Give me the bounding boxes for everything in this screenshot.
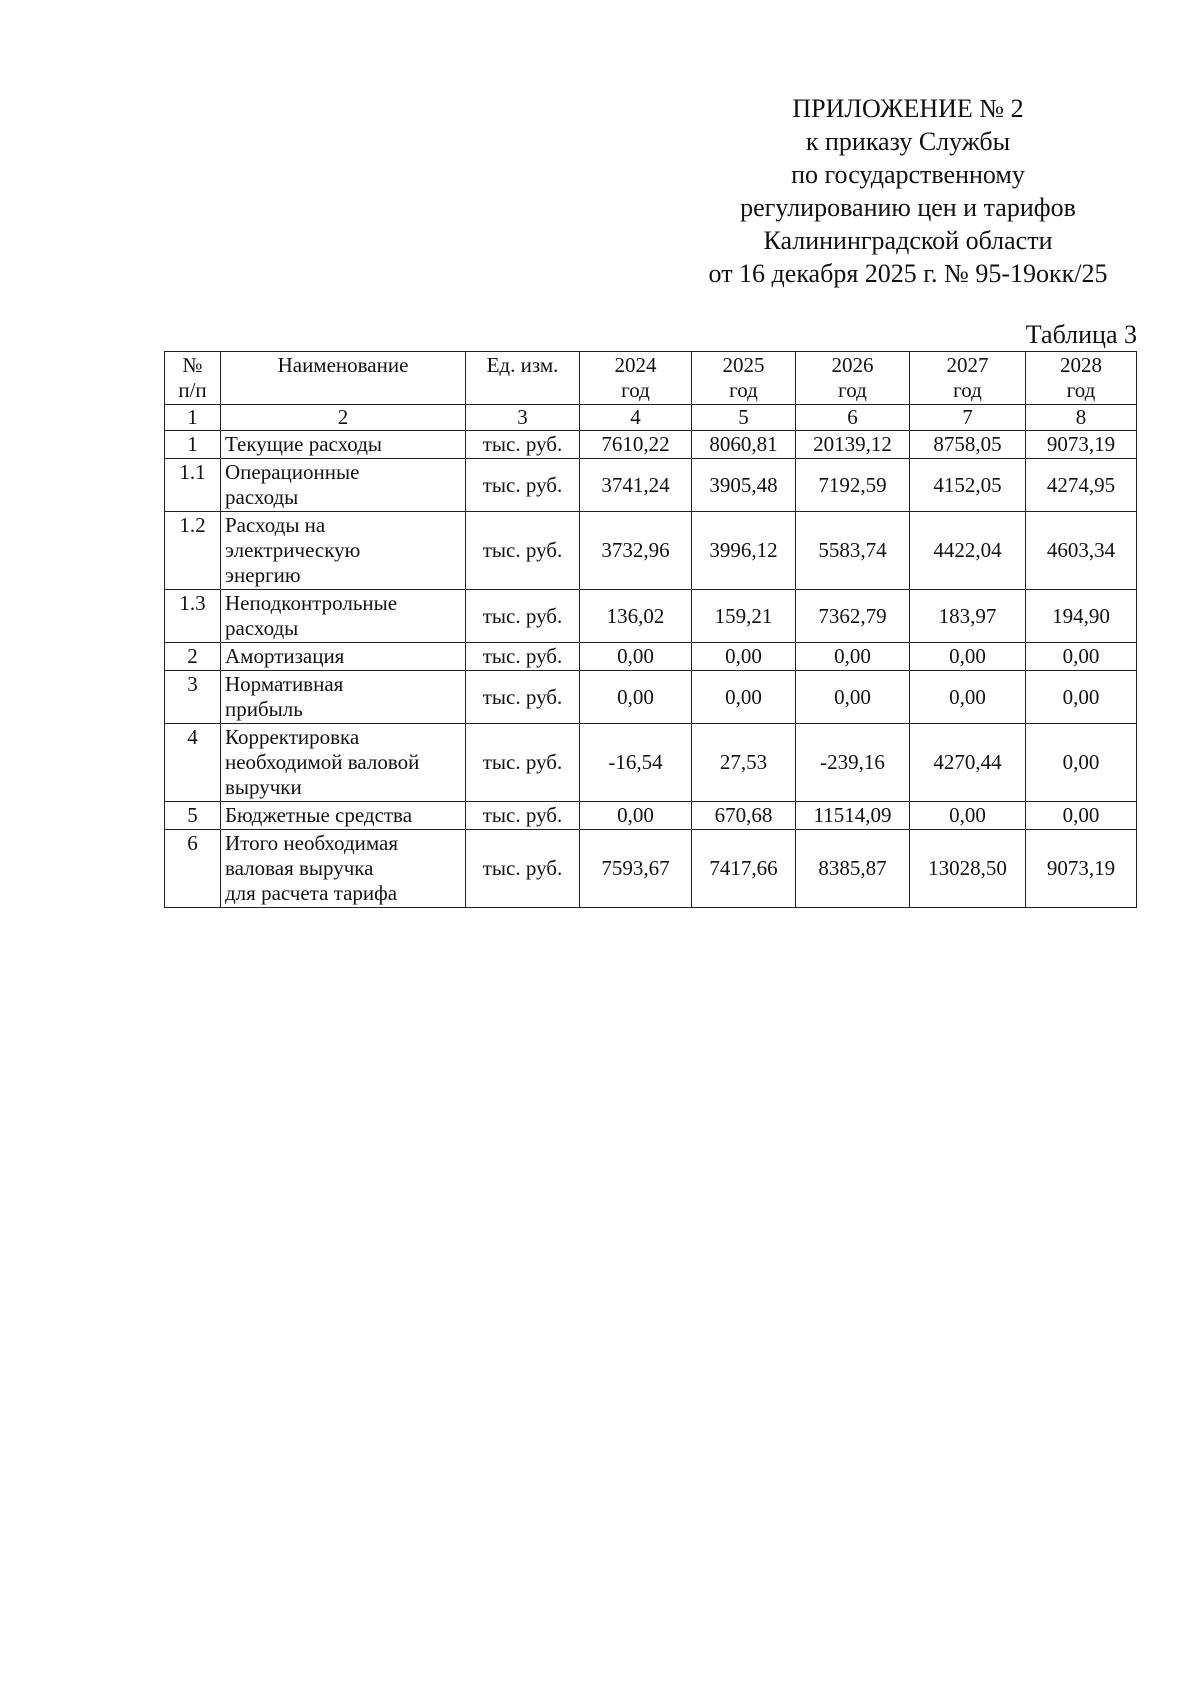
row-name-line: Нормативная: [225, 672, 344, 696]
row-value-2026: 0,00: [796, 643, 910, 671]
row-value-2026: 8385,87: [796, 830, 910, 908]
table-row: [165, 724, 1137, 802]
row-number: 1: [165, 431, 221, 459]
row-value-2024: 0,00: [580, 643, 692, 671]
row-name-line: прибыль: [225, 697, 303, 721]
row-number: 4: [165, 724, 221, 802]
header-year-2026: [796, 352, 910, 405]
column-number-cell: 5: [692, 405, 796, 431]
row-value-2026: 20139,12: [796, 431, 910, 459]
row-value-2027: 13028,50: [910, 830, 1026, 908]
row-name-line: Текущие расходы: [225, 432, 382, 456]
header-year-word: год: [729, 378, 758, 402]
row-name-line: Расходы на: [225, 513, 326, 537]
column-number-cell: 8: [1026, 405, 1137, 431]
header-num-line: п/п: [178, 378, 207, 402]
column-number-cell: 4: [580, 405, 692, 431]
header-line-state: по государственному: [791, 160, 1025, 189]
tariff-table: [164, 351, 1137, 908]
row-unit: тыс. руб.: [466, 459, 580, 512]
row-value-2026: 7192,59: [796, 459, 910, 512]
header-year-value: 2024: [614, 353, 657, 377]
row-value-2028: 194,90: [1026, 590, 1137, 643]
table-row: [165, 830, 1137, 908]
row-value-2028: 9073,19: [1026, 830, 1137, 908]
row-value-2025: 3996,12: [692, 512, 796, 590]
header-line-region: Калининградской области: [763, 226, 1053, 255]
row-value-2025: 8060,81: [692, 431, 796, 459]
row-number: 2: [165, 643, 221, 671]
row-name: [221, 830, 466, 908]
header-year-word: год: [621, 378, 650, 402]
column-number-cell: 3: [466, 405, 580, 431]
row-value-2028: 0,00: [1026, 643, 1137, 671]
row-value-2027: 4422,04: [910, 512, 1026, 590]
row-number: 5: [165, 802, 221, 830]
row-value-2024: 3732,96: [580, 512, 692, 590]
row-number: 3: [165, 671, 221, 724]
row-value-2025: 0,00: [692, 671, 796, 724]
row-name-line: энергию: [225, 563, 301, 587]
header-year-word: год: [953, 378, 982, 402]
row-value-2024: 7610,22: [580, 431, 692, 459]
row-value-2028: 4274,95: [1026, 459, 1137, 512]
row-value-2027: 4152,05: [910, 459, 1026, 512]
row-value-2027: 0,00: [910, 802, 1026, 830]
row-value-2027: 8758,05: [910, 431, 1026, 459]
table-row: [165, 802, 1137, 830]
header-year-value: 2028: [1060, 353, 1102, 377]
row-unit: тыс. руб.: [466, 590, 580, 643]
column-number-cell: 7: [910, 405, 1026, 431]
row-unit: тыс. руб.: [466, 830, 580, 908]
table-row: [165, 459, 1137, 512]
column-number-row: [165, 405, 1137, 431]
row-value-2028: 4603,34: [1026, 512, 1137, 590]
row-unit: тыс. руб.: [466, 431, 580, 459]
row-value-2025: 3905,48: [692, 459, 796, 512]
header-line-date-number: от 16 декабря 2025 г. № 95-19окк/25: [708, 259, 1108, 288]
row-value-2024: 0,00: [580, 802, 692, 830]
row-value-2024: 7593,67: [580, 830, 692, 908]
header-year-value: 2027: [946, 353, 989, 377]
row-unit: тыс. руб.: [466, 802, 580, 830]
row-unit: тыс. руб.: [466, 512, 580, 590]
row-name-line: Бюджетные средства: [225, 803, 413, 827]
table-row: [165, 671, 1137, 724]
row-unit: тыс. руб.: [466, 643, 580, 671]
header-year-2028: [1026, 352, 1137, 405]
row-number: 1.1: [165, 459, 221, 512]
row-value-2025: 0,00: [692, 643, 796, 671]
table-row: [165, 643, 1137, 671]
row-name-line: выручки: [225, 775, 302, 799]
row-name-line: расходы: [225, 616, 299, 640]
row-number: 1.2: [165, 512, 221, 590]
row-value-2027: 0,00: [910, 671, 1026, 724]
row-name: [221, 802, 466, 830]
row-value-2025: 670,68: [692, 802, 796, 830]
row-unit: тыс. руб.: [466, 724, 580, 802]
header-name: Наименование: [221, 352, 466, 405]
header-year-word: год: [1066, 378, 1096, 402]
row-value-2024: 0,00: [580, 671, 692, 724]
row-name: [221, 671, 466, 724]
row-name: [221, 643, 466, 671]
header-line-appendix-number: ПРИЛОЖЕНИЕ № 2: [792, 94, 1024, 123]
row-value-2026: -239,16: [796, 724, 910, 802]
row-name: [221, 459, 466, 512]
row-name-line: необходимой валовой: [225, 750, 420, 774]
row-value-2027: 0,00: [910, 643, 1026, 671]
row-value-2025: 7417,66: [692, 830, 796, 908]
row-name: [221, 512, 466, 590]
table-row: [165, 590, 1137, 643]
row-name-line: для расчета тарифа: [225, 881, 398, 905]
row-name-line: валовая выручка: [225, 856, 374, 880]
header-year-2025: [692, 352, 796, 405]
header-line-regulation: регулированию цен и тарифов: [740, 193, 1076, 222]
row-name-line: Операционные: [225, 460, 360, 484]
table-header-row: [165, 352, 1137, 405]
row-number: 1.3: [165, 590, 221, 643]
row-name-line: электрическую: [225, 538, 361, 562]
table-row: [165, 431, 1137, 459]
row-value-2028: 9073,19: [1026, 431, 1137, 459]
row-unit: тыс. руб.: [466, 671, 580, 724]
appendix-header: [678, 92, 1138, 290]
row-value-2028: 0,00: [1026, 724, 1137, 802]
header-year-2024: [580, 352, 692, 405]
header-year-word: год: [838, 378, 867, 402]
header-num-line: №: [182, 353, 203, 377]
table-caption: Таблица 3: [1025, 320, 1137, 349]
table-body: [165, 431, 1137, 908]
row-name-line: Итого необходимая: [225, 831, 398, 855]
header-year-2027: [910, 352, 1026, 405]
row-value-2026: 0,00: [796, 671, 910, 724]
row-name-line: Корректировка: [225, 725, 360, 749]
row-name: [221, 431, 466, 459]
row-number: 6: [165, 830, 221, 908]
row-value-2027: 4270,44: [910, 724, 1026, 802]
row-name-line: расходы: [225, 485, 299, 509]
row-name: [221, 590, 466, 643]
column-number-cell: 6: [796, 405, 910, 431]
row-value-2026: 5583,74: [796, 512, 910, 590]
header-year-value: 2026: [831, 353, 874, 377]
row-value-2024: -16,54: [580, 724, 692, 802]
row-value-2028: 0,00: [1026, 671, 1137, 724]
column-number-cell: 2: [221, 405, 466, 431]
header-num: [165, 352, 221, 405]
row-value-2026: 11514,09: [796, 802, 910, 830]
header-unit: Ед. изм.: [466, 352, 580, 405]
row-value-2028: 0,00: [1026, 802, 1137, 830]
row-value-2026: 7362,79: [796, 590, 910, 643]
row-name: [221, 724, 466, 802]
row-name-line: Амортизация: [225, 644, 345, 668]
table-row: [165, 512, 1137, 590]
header-line-order-ref: к приказу Службы: [805, 127, 1011, 156]
row-name-line: Неподконтрольные: [225, 591, 398, 615]
column-number-cell: 1: [165, 405, 221, 431]
row-value-2024: 3741,24: [580, 459, 692, 512]
row-value-2025: 159,21: [692, 590, 796, 643]
row-value-2025: 27,53: [692, 724, 796, 802]
header-year-value: 2025: [722, 353, 765, 377]
row-value-2024: 136,02: [580, 590, 692, 643]
row-value-2027: 183,97: [910, 590, 1026, 643]
